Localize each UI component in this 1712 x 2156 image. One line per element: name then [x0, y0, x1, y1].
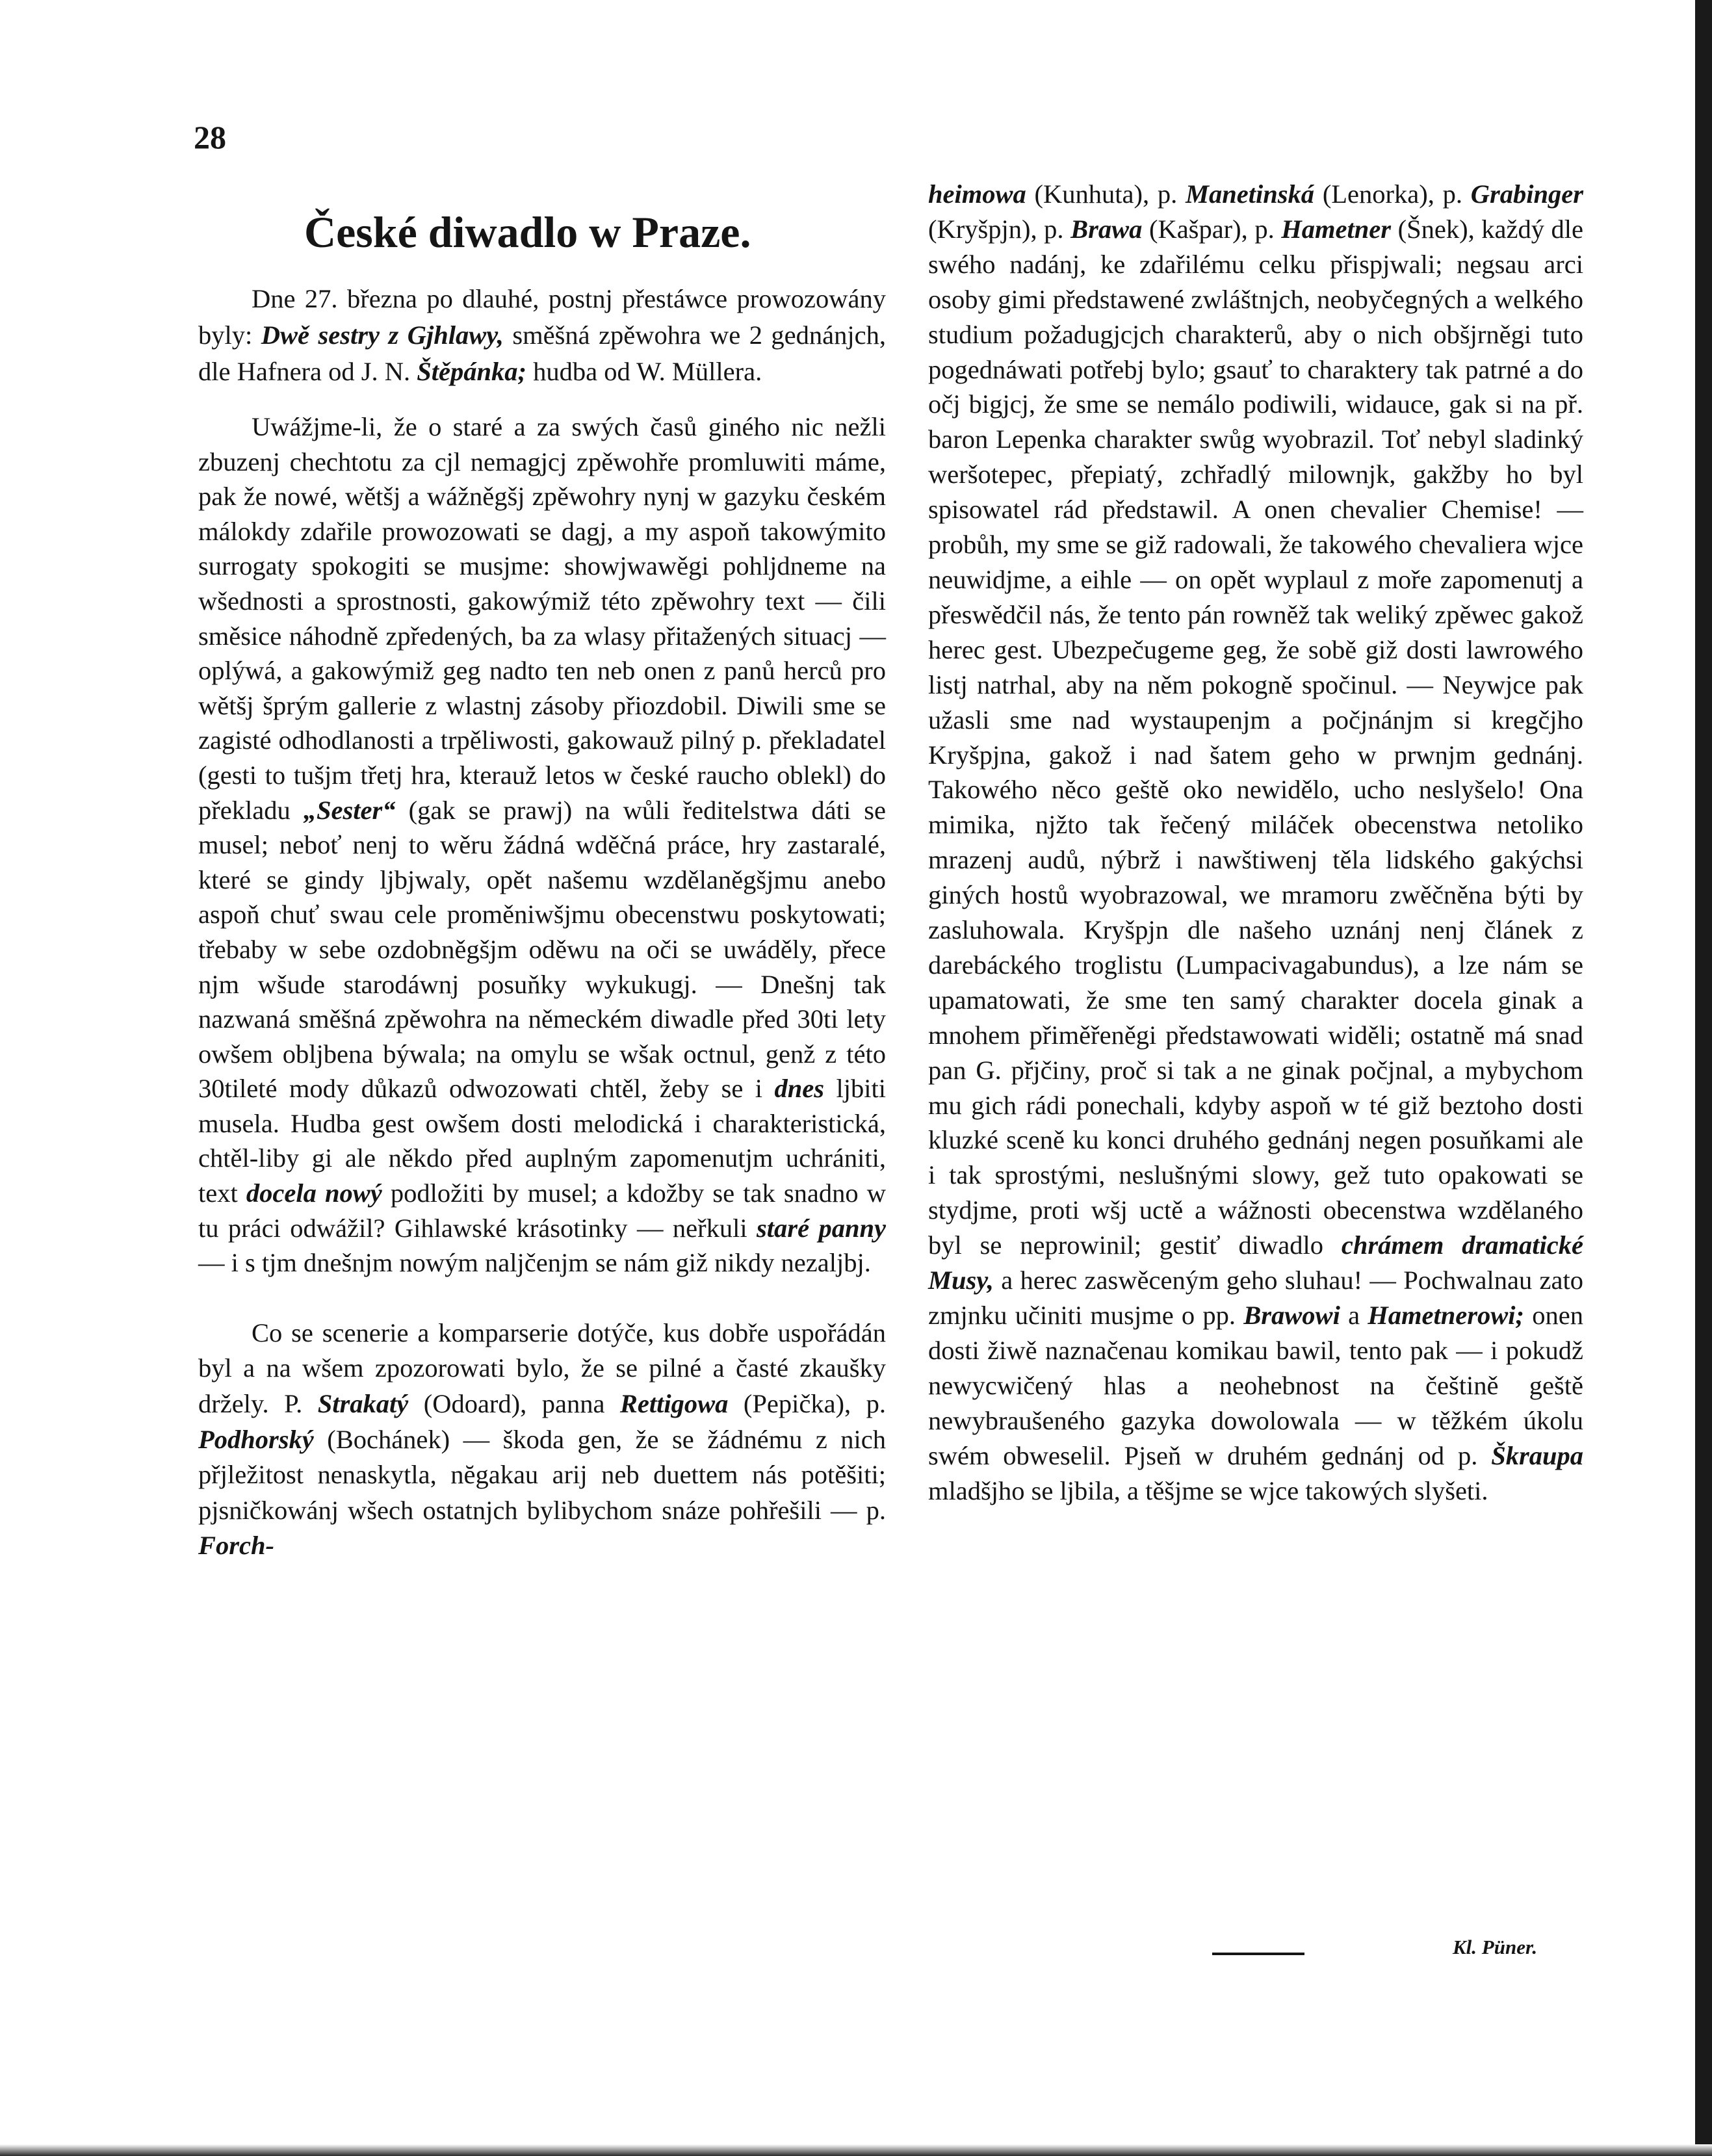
play-author: Štěpánka; — [417, 357, 527, 386]
closing-rule — [1212, 1953, 1304, 1955]
actor-forchheimowa: heimowa — [928, 179, 1026, 209]
intro-mid: směšná zpěwohra we 2 gednánjch, dle Hafnera od J. N. — [198, 320, 886, 386]
actor-rettigowa: Rettigowa — [619, 1389, 729, 1419]
actor-podhorsky: Podhorský — [198, 1424, 314, 1454]
cont-text-6: a herec zaswěceným geho sluhau! — Pochwalnau zato zmjnku učiniti musjme o pp. — [928, 1266, 1583, 1330]
actor-brawowi: Brawowi — [1243, 1301, 1340, 1330]
cont-text-8: onen dosti žiwě naznačenau komikau bawil, tento pak — i pokudž newycwičený hlas a neohebnost na češtině geště newybraušeného gazyka dowolowala — w těžkém úkolu swém obweselil. Pjseň w druhém gednánj od p. — [928, 1301, 1583, 1470]
review-paragraph — [198, 409, 886, 1280]
intro-lead: Dne 27. března po dlauhé, postnj přestáwce prowozowány byly: — [198, 284, 886, 350]
actor-strakaty: Strakatý — [317, 1389, 409, 1419]
scan-edge-bottom — [0, 2144, 1712, 2156]
actor-manetinska: Manetinská — [1186, 179, 1315, 209]
dnes-word: dnes — [774, 1074, 825, 1104]
chramem-phrase: chrámem dramatické Musy, — [928, 1230, 1583, 1295]
review-text-5: — i s tjm dnešnjm nowým naljčenjm se nám giž nikdy nezaljbj. — [198, 1248, 871, 1278]
review-text-4: podložiti by musel; a kdožby se tak snadno w tu práci odwážil? Gihlawské krásotinky — neřkuli — [198, 1178, 886, 1243]
docela-phrase: docela nowý — [246, 1178, 382, 1208]
review-text-3: ljbiti musela. Hudba gest owšem dosti melodická i charakteristická, chtěl-liby gi ale někdo před auplným zapomenutjm uchrániti, text — [198, 1074, 886, 1208]
cont-text-1: (Kunhuta), p. — [1026, 179, 1186, 209]
actor-forch: Forch- — [198, 1531, 275, 1561]
page-number: 28 — [194, 119, 226, 155]
cont-text-5: (Šnek), každý dle swého nadánj, ke zdařilému celku přispjwali; negsau arci osoby gimi předstawené zwláštnjch, neobyčegných a welkého studium požadugjcjch charakterů, aby o nich obšjrněgi tuto pogednáwati potřebj bylo; gsauť to charaktery tak patrné a do očj bigjcj, že sme se nemálo podiwili, widauce, gak si na př. baron Lepenka charakter swůg wyobrazil. Toť nebyl sladinký weršotepec, přepiatý, zchřadlý milownjk, gakžby ho byl spisowatel rád předstawil. A onen chevalier Chemise! — probůh, my sme se giž radowali, že takowého chevaliera wjce neuwidjme, a eihle — on opět wyplaul z moře zapomenutj a přeswědčil nás, že tento pán rowněž tak weliký zpěwec gakož herec gest. Ubezpečugeme geg, že sobě giž dosti lawrowého listj natrhal, aby na něm pokogně spočinul. — Neywjce pak užasli sme nad wystaupenjm a počjnánjm si kregčjho Kryšpjna, gakož i nad šatem geho w prwnjm gednánj. Takowého něco geště oko newidělo, ucho neslyšelo! Ona mimika, njžto tak řečený miláček obecenstwa netoliko mrazenj audů, nýbrž i nawštiwenj těla lidského gakýchsi giných hostů wyobrazowal, we mramoru zwěčněna býti by zasluhowala. Kryšpjn dle našeho uznánj nenj článek z darebáckého troglistu (Lumpacivagabundus), a lze nám se upamatowati, že sme ten samý charakter docela ginak a mnohem přiměřeněgi předstawowati widěli; ostatně má snad pan G. přjčiny, proč si tak a ne ginak počjnal, a mybychom mu gich rádi ponechali, kdyby aspoň w té giž beztoho dosti kluzké sceně ku konci druhého gednánj negen posuňkami ale i tak sprostými, neslušnými slowy, gež tuto opakowati se stydjme, proti wšj uctě a wážnosti obecenstwa wzdělaného byl se neprowinil; gestiť diwadlo — [928, 214, 1584, 1260]
cont-text-3: (Kryšpjn), p. — [928, 214, 1071, 244]
continuation-paragraph — [928, 177, 1583, 1508]
cont-text-7: a — [1340, 1301, 1368, 1330]
intro-tail: hudba od W. Müllera. — [526, 357, 762, 386]
scenery-text-2: (Odoard), panna — [408, 1389, 620, 1419]
scenery-text-1: Co se scenerie a komparserie dotýče, kus dobře uspořádán byl a na wšem zpozorowati bylo, že se pilné a časté zkaušky držely. P. — [198, 1318, 886, 1419]
scenery-text-4: (Bochánek) — škoda gen, že se žádnému z nich přjležitost nenaskytla, nĕgakau arij neb duettem nás potěšiti; pjsničkowánj wšech ostatnjch bylibychom snáze pohřešili — p. — [198, 1424, 886, 1525]
actor-grabinger: Grabinger — [1470, 179, 1584, 209]
scenery-text-3: (Pepička), p. — [728, 1389, 886, 1419]
review-text-1: Uwážjme-li, že o staré a za swých časů giného nic nežli zbuzenj chechtotu za cjl nemagjcj zpěwohře promluwiti máme, pak že nowé, wětšj a wážněgšj zpěwohry nynj w gazyku českém málokdy zdařile prowozowati se dagj, a my aspoň takowýmito surrogaty spokogiti se musjme: showjwawěgi pohljdneme na wšednosti a sprostnosti, gakowýmiž této zpěwohry text — čili směsice náhodně zpředených, ba za wlasy přitažených situacj — oplýwá, a gakowýmiž geg nadto ten neb onen z panů herců pro wětšj šprým gallerie z wlastnj zásoby přiozdobil. Diwili sme se zagisté odhodlanosti a trpěliwosti, gakowauž pilný p. překladatel (gesti to tušjm třetj hra, kterauž letos w české raucho oblekl) do překladu — [198, 412, 886, 825]
actor-brawa: Brawa — [1070, 214, 1143, 244]
cont-text-9: mladšjho se ljbila, a těšjme se wjce takowých slyšeti. — [928, 1475, 1488, 1505]
actor-skraupa: Škraupa — [1491, 1440, 1583, 1470]
scan-edge-right — [1695, 0, 1712, 2156]
article-title: České diwadlo w Praze. — [304, 207, 751, 257]
sester-title: „Sester“ — [303, 795, 396, 825]
right-column — [928, 177, 1583, 1508]
cont-text-2: (Lenorka), p. — [1314, 179, 1471, 209]
intro-paragraph — [198, 281, 886, 390]
actor-hametnerowi: Hametnerowi; — [1368, 1301, 1525, 1330]
scenery-paragraph — [198, 1316, 886, 1564]
author-signature: Kl. Püner. — [1453, 1936, 1538, 1958]
left-column — [198, 281, 886, 1564]
review-text-2: (gak se prawj) na wůli ředitelstwa dáti se musel; neboť nenj to wěru žádná wděčná práce, hry zastaralé, které se gindy ljbjwaly, opět našemu wzdělaněgšjmu anebo aspoň chuť swau cele proměniwšjmu obecenstwu poskytowati; třebaby w sebe ozdobněgšjm oděwu na oči se uwáděly, přece njm wšude starodáwnj posuňky wykukugj. — Dnešnj tak nazwaná směšná zpěwohra na německém diwadle před 30ti lety owšem oblјbena býwala; na omylu se wšak octnul, genž z této 30tileté mody důkazů odwozowati chtěl, žeby se i — [198, 795, 886, 1104]
cont-text-4: (Kašpar), p. — [1142, 214, 1282, 244]
actor-hametner: Hametner — [1281, 214, 1392, 244]
stare-phrase: staré panny — [757, 1213, 887, 1243]
play-title: Dwě sestry z Gjhlawy, — [261, 320, 504, 350]
